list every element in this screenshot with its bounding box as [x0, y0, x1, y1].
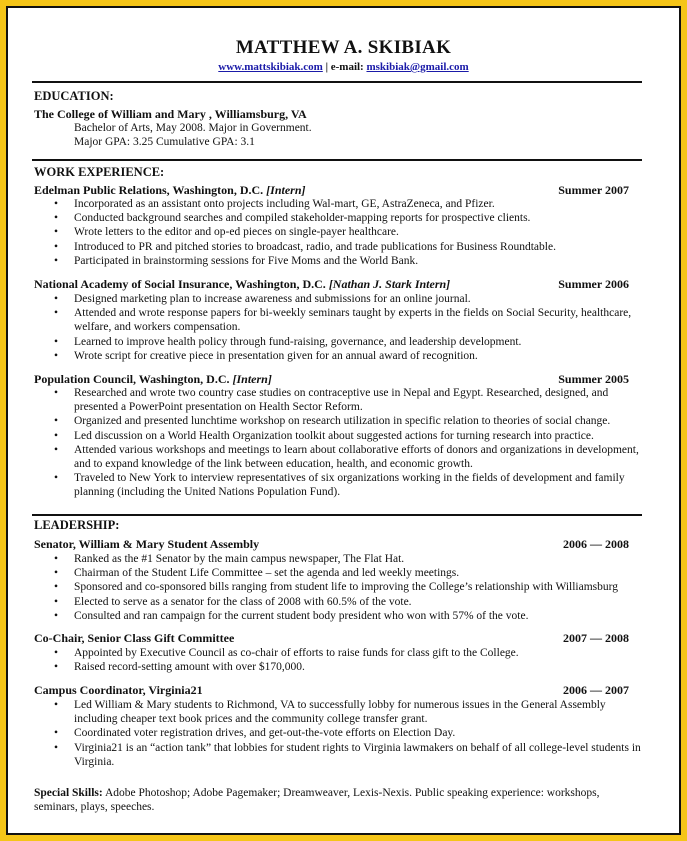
list-item: • Organized and presented lunchtime workshop on research utilization in specific relation to theories of social change. — [34, 414, 644, 428]
leadership-role-heading: Senator, William & Mary Student Assembly — [34, 537, 260, 551]
list-item: • Chairman of the Student Life Committee – set the agenda and led weekly meetings. — [34, 566, 644, 580]
job-date: Summer 2006 — [558, 277, 629, 291]
leadership-date: 2007 — 2008 — [563, 631, 629, 645]
list-item: • Conducted background searches and compiled stakeholder-mapping reports for prospective clients. — [34, 211, 644, 225]
job-bullets — [34, 197, 644, 268]
list-item: • Led discussion on a World Health Organization toolkit about suggested actions for turning research into practice. — [34, 429, 644, 443]
job-date: Summer 2007 — [558, 183, 629, 197]
education-gpa: Major GPA: 3.25 Cumulative GPA: 3.1 — [74, 136, 255, 148]
job-date: Summer 2005 — [558, 372, 629, 386]
page-frame — [6, 6, 681, 835]
contact-line — [8, 61, 679, 73]
section-divider — [32, 159, 642, 161]
list-item: • Consulted and ran campaign for the current student body president who won with 57% of the vote. — [34, 609, 644, 623]
list-item: • Sponsored and co-sponsored bills ranging from student life to improving the College’s relationship with Williamsburg — [34, 580, 644, 594]
job-bullets — [34, 386, 644, 500]
contact-separator: | e-mail: — [322, 61, 367, 73]
section-divider — [32, 81, 642, 83]
job-org: Population Council, Washington, D.C. — [34, 372, 230, 386]
education-school: The College of William and Mary , Williamsburg, VA — [34, 107, 307, 121]
leadership-date: 2006 — 2008 — [563, 537, 629, 551]
job-org: Edelman Public Relations, Washington, D.C. — [34, 183, 264, 197]
job-org: National Academy of Social Insurance, Washington, D.C. — [34, 277, 326, 291]
list-item: • Learned to improve health policy through fund-raising, governance, and leadership development. — [34, 335, 644, 349]
leadership-role-heading: Campus Coordinator, Virginia21 — [34, 683, 203, 697]
list-item: • Traveled to New York to interview representatives of six organizations working in the fields of development and family planning (including the United Nations Population Fund). — [34, 471, 644, 499]
job-role: [Intern] — [232, 372, 272, 386]
list-item: • Virginia21 is an “action tank” that lobbies for student rights to Virginia lawmakers on behalf of all college-level students in Virginia. — [34, 741, 644, 769]
list-item: • Raised record-setting amount with over $170,000. — [34, 660, 644, 674]
leadership-bullets — [34, 698, 644, 769]
education-degree: Bachelor of Arts, May 2008. Major in Government. — [74, 122, 312, 134]
leadership-role-heading: Co-Chair, Senior Class Gift Committee — [34, 631, 235, 645]
list-item: • Appointed by Executive Council as co-chair of efforts to raise funds for class gift to the College. — [34, 646, 644, 660]
skills-label: Special Skills: — [34, 787, 103, 799]
list-item: • Participated in brainstorming sessions for Five Moms and the World Bank. — [34, 254, 644, 268]
resume-page — [8, 8, 679, 833]
email-link[interactable]: mskibiak@gmail.com — [366, 61, 469, 73]
leadership-date: 2006 — 2007 — [563, 683, 629, 697]
job-role: [Nathan J. Stark Intern] — [328, 277, 451, 291]
skills-text: Adobe Photoshop; Adobe Pagemaker; Dreamweaver, Lexis-Nexis. Public speaking experience: workshops, seminars, plays, speeches. — [34, 787, 600, 814]
list-item: • Wrote letters to the editor and op-ed pieces on single-payer healthcare. — [34, 225, 644, 239]
list-item: • Attended and wrote response papers for bi-weekly seminars taught by experts in the fields on Social Security, healthcare, welfare, and workers compensation. — [34, 306, 644, 334]
job-bullets — [34, 292, 644, 363]
job-role: [Intern] — [266, 183, 306, 197]
leadership-bullets — [34, 552, 644, 623]
resume-name: MATTHEW A. SKIBIAK — [235, 37, 452, 58]
leadership-title: LEADERSHIP: — [34, 518, 120, 532]
special-skills — [34, 786, 634, 814]
education-title: EDUCATION: — [34, 89, 114, 103]
list-item: • Introduced to PR and pitched stories to broadcast, radio, and trade publications for Business Roundtable. — [34, 240, 644, 254]
list-item: • Researched and wrote two country case studies on contraceptive use in Nepal and Egypt. Researched, designed, and presented a PowerPoint presentation on Health Sector Reform. — [34, 386, 644, 414]
list-item: • Wrote script for creative piece in presentation given for an annual award of recognition. — [34, 349, 644, 363]
list-item: • Elected to serve as a senator for the class of 2008 with 60.5% of the vote. — [34, 595, 644, 609]
section-divider — [32, 514, 642, 516]
list-item: • Ranked as the #1 Senator by the main campus newspaper, The Flat Hat. — [34, 552, 644, 566]
list-item: • Led William & Mary students to Richmond, VA to successfully lobby for numerous issues in the General Assembly including cheaper text book prices and the community college transfer grant. — [34, 698, 644, 726]
website-link[interactable]: www.mattskibiak.com — [218, 61, 323, 73]
job-heading — [34, 183, 306, 198]
leadership-bullets — [34, 646, 644, 674]
job-heading — [34, 277, 450, 292]
list-item: • Attended various workshops and meetings to learn about collaborative efforts of donors and organizations in development, and to expand knowledge of the link between education, health, and economic growth. — [34, 443, 644, 471]
list-item: • Designed marketing plan to increase awareness and submissions for an online journal. — [34, 292, 644, 306]
work-title: WORK EXPERIENCE: — [34, 165, 165, 179]
list-item: • Incorporated as an assistant onto projects including Wal-mart, GE, AstraZeneca, and Pfizer. — [34, 197, 644, 211]
job-heading — [34, 372, 272, 387]
list-item: • Coordinated voter registration drives, and get-out-the-vote efforts on Election Day. — [34, 726, 644, 740]
